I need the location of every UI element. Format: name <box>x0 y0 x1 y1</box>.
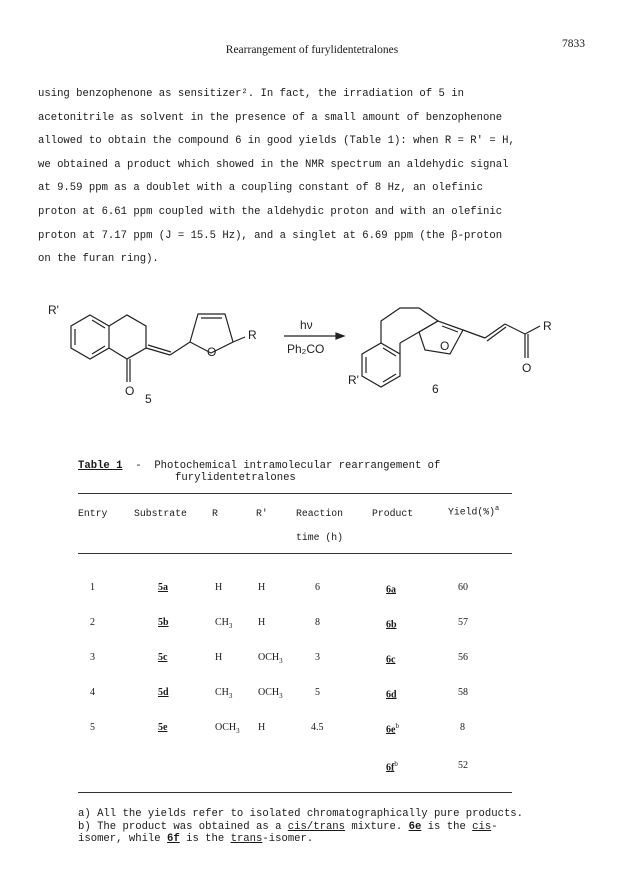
caption-dash: - <box>135 460 142 472</box>
table-top-rule <box>78 493 512 494</box>
running-header: Rearrangement of furylidentetralones <box>225 44 399 56</box>
cell-r-text: H <box>215 582 223 593</box>
cell-r-prime-text: H <box>258 582 266 593</box>
table-label: Table 1 <box>78 460 123 472</box>
left-ring-oxygen: O <box>207 345 217 359</box>
right-r: R <box>543 319 552 333</box>
header-yield <box>448 505 499 517</box>
footnote-b-trans: trans <box>230 833 263 845</box>
cell-product-text: 6f <box>386 762 395 774</box>
left-r: R <box>248 328 257 342</box>
cell-entry: 2 <box>90 617 95 628</box>
cell-product-text: 6b <box>386 619 397 631</box>
compound-5-structure <box>71 314 245 382</box>
cell-r-prime-text: H <box>258 722 266 733</box>
cell-time: 8 <box>315 617 320 628</box>
cell-product <box>386 687 397 700</box>
body-line: using benzophenone as sensitizer². In fact, the irradiation of 5 in <box>38 88 464 100</box>
header-r: R <box>212 508 218 519</box>
cell-r <box>215 652 222 665</box>
body-line: proton at 7.17 ppm (J = 15.5 Hz), and a singlet at 6.69 ppm (the β-proton <box>38 229 503 242</box>
cell-r-prime-sub: 3 <box>279 692 283 700</box>
cell-entry: 5 <box>90 722 95 733</box>
cell-product <box>386 652 395 665</box>
cell-entry: 1 <box>90 582 95 593</box>
compound-5-label: 5 <box>145 392 152 406</box>
cell-product-text: 6d <box>386 689 397 701</box>
footnote-b-text: -isomer. <box>262 833 314 845</box>
cell-time: 4.5 <box>311 722 324 733</box>
cell-product-text: 6e <box>386 724 396 736</box>
cell-time: 3 <box>315 652 320 663</box>
cell-substrate: 5b <box>158 617 169 628</box>
cell-r-prime <box>258 652 283 665</box>
footnote-b-compound: 6f <box>167 833 180 845</box>
footnote-b-cis: cis <box>472 820 492 833</box>
cell-product-text: 6a <box>386 584 396 596</box>
right-r-prime: R' <box>348 373 359 387</box>
footnote-b-text: is the <box>421 820 473 833</box>
caption-line-1: Photochemical intramolecular rearrangement of <box>154 460 441 472</box>
header-product: Product <box>372 508 414 519</box>
footnote-b-text: -isomer, while <box>78 820 498 845</box>
cell-r <box>215 617 232 630</box>
body-paragraph <box>38 83 586 272</box>
cell-product-footnote: b <box>395 722 399 730</box>
cell-substrate: 5d <box>158 687 169 698</box>
left-r-prime: R' <box>48 303 59 317</box>
cell-r-sub: 3 <box>228 622 233 630</box>
cell-yield: 58 <box>458 687 468 698</box>
left-carbonyl-oxygen: O <box>125 384 135 398</box>
cell-substrate: 5e <box>158 722 168 733</box>
body-line: we obtained a product which showed in the NMR spectrum an aldehydic signal <box>38 158 509 171</box>
cell-r <box>215 582 222 595</box>
cell-entry: 3 <box>90 652 95 663</box>
arrow-head-icon <box>336 333 344 339</box>
cell-r-prime <box>258 722 265 735</box>
header-entry: Entry <box>78 508 108 519</box>
cell-r-prime <box>258 687 283 700</box>
body-line: allowed to obtain the compound 6 in good yields (Table 1): when R = R' = H, <box>38 135 515 148</box>
header-substrate: Substrate <box>134 508 187 519</box>
cell-r-prime-text: OCH <box>258 652 280 663</box>
cell-yield: 52 <box>458 760 468 771</box>
body-line: on the furan ring). <box>38 253 159 266</box>
cell-product-text: 6c <box>386 654 396 666</box>
body-line: at 9.59 ppm as a doublet with a coupling constant of 8 Hz, an olefinic <box>38 182 484 195</box>
cell-substrate: 5a <box>158 582 168 593</box>
cell-r-prime <box>258 617 265 630</box>
cell-product <box>386 617 397 630</box>
arrow-bottom-label: Ph₂CO <box>287 342 325 356</box>
caption-line-2: furylidentetralones <box>175 472 296 484</box>
header-reaction: Reaction <box>296 508 344 519</box>
cell-substrate: 5c <box>158 652 168 663</box>
cell-yield: 60 <box>458 582 468 593</box>
footnote-b-cistrans: cis/trans <box>287 820 346 833</box>
table-bottom-rule <box>78 792 512 793</box>
reaction-scheme <box>30 292 600 410</box>
cell-time: 6 <box>315 582 320 593</box>
footnote-a: a) All the yields refer to isolated chromatographically pure products. <box>78 808 524 820</box>
cell-r-text: CH <box>215 687 229 698</box>
cell-r-prime-text: OCH <box>258 687 280 698</box>
cell-r-prime-sub: 3 <box>279 657 283 665</box>
cell-yield: 57 <box>458 617 468 628</box>
body-line: acetonitrile as solvent in the presence of a small amount of benzophenone <box>38 111 503 124</box>
table-header-rule <box>78 553 512 554</box>
cell-r-sub: 3 <box>228 692 233 700</box>
table-caption <box>78 460 548 484</box>
header-time: time (h) <box>296 532 344 543</box>
header-r-prime: R' <box>256 508 268 519</box>
cell-product-footnote: b <box>394 760 398 768</box>
body-line: proton at 6.61 ppm coupled with the aldehydic proton and with an olefinic <box>38 205 503 218</box>
footnote-b <box>78 821 538 846</box>
cell-product <box>386 760 398 773</box>
cell-entry: 4 <box>90 687 95 698</box>
cell-product <box>386 582 396 595</box>
cell-r-text: OCH <box>215 722 237 733</box>
cell-r-prime-text: H <box>258 617 266 628</box>
footnote-b-compound: 6e <box>408 820 422 833</box>
cell-r-sub: 3 <box>236 727 240 735</box>
table-footnotes <box>78 808 538 846</box>
right-ring-oxygen: O <box>440 339 450 353</box>
compound-6-structure <box>362 308 540 387</box>
cell-r-prime <box>258 582 265 595</box>
cell-r-text: H <box>215 652 223 663</box>
footnote-b-text: b) The product was obtained as a <box>78 820 288 833</box>
page-number: 7833 <box>562 38 585 50</box>
arrow-top-label: hν <box>300 318 313 332</box>
cell-product <box>386 722 399 735</box>
cell-time: 5 <box>315 687 320 698</box>
cell-r <box>215 722 240 735</box>
cell-yield: 8 <box>460 722 465 733</box>
footnote-b-text: is the <box>179 833 231 845</box>
cell-r <box>215 687 232 700</box>
cell-r-text: CH <box>215 617 229 628</box>
footnote-b-text: mixture. <box>345 820 409 833</box>
cell-yield: 56 <box>458 652 468 663</box>
right-carbonyl-oxygen: O <box>522 361 532 375</box>
compound-6-label: 6 <box>432 382 439 396</box>
header-yield-text: Yield(%) <box>448 506 496 518</box>
header-yield-footnote: a <box>495 505 500 513</box>
